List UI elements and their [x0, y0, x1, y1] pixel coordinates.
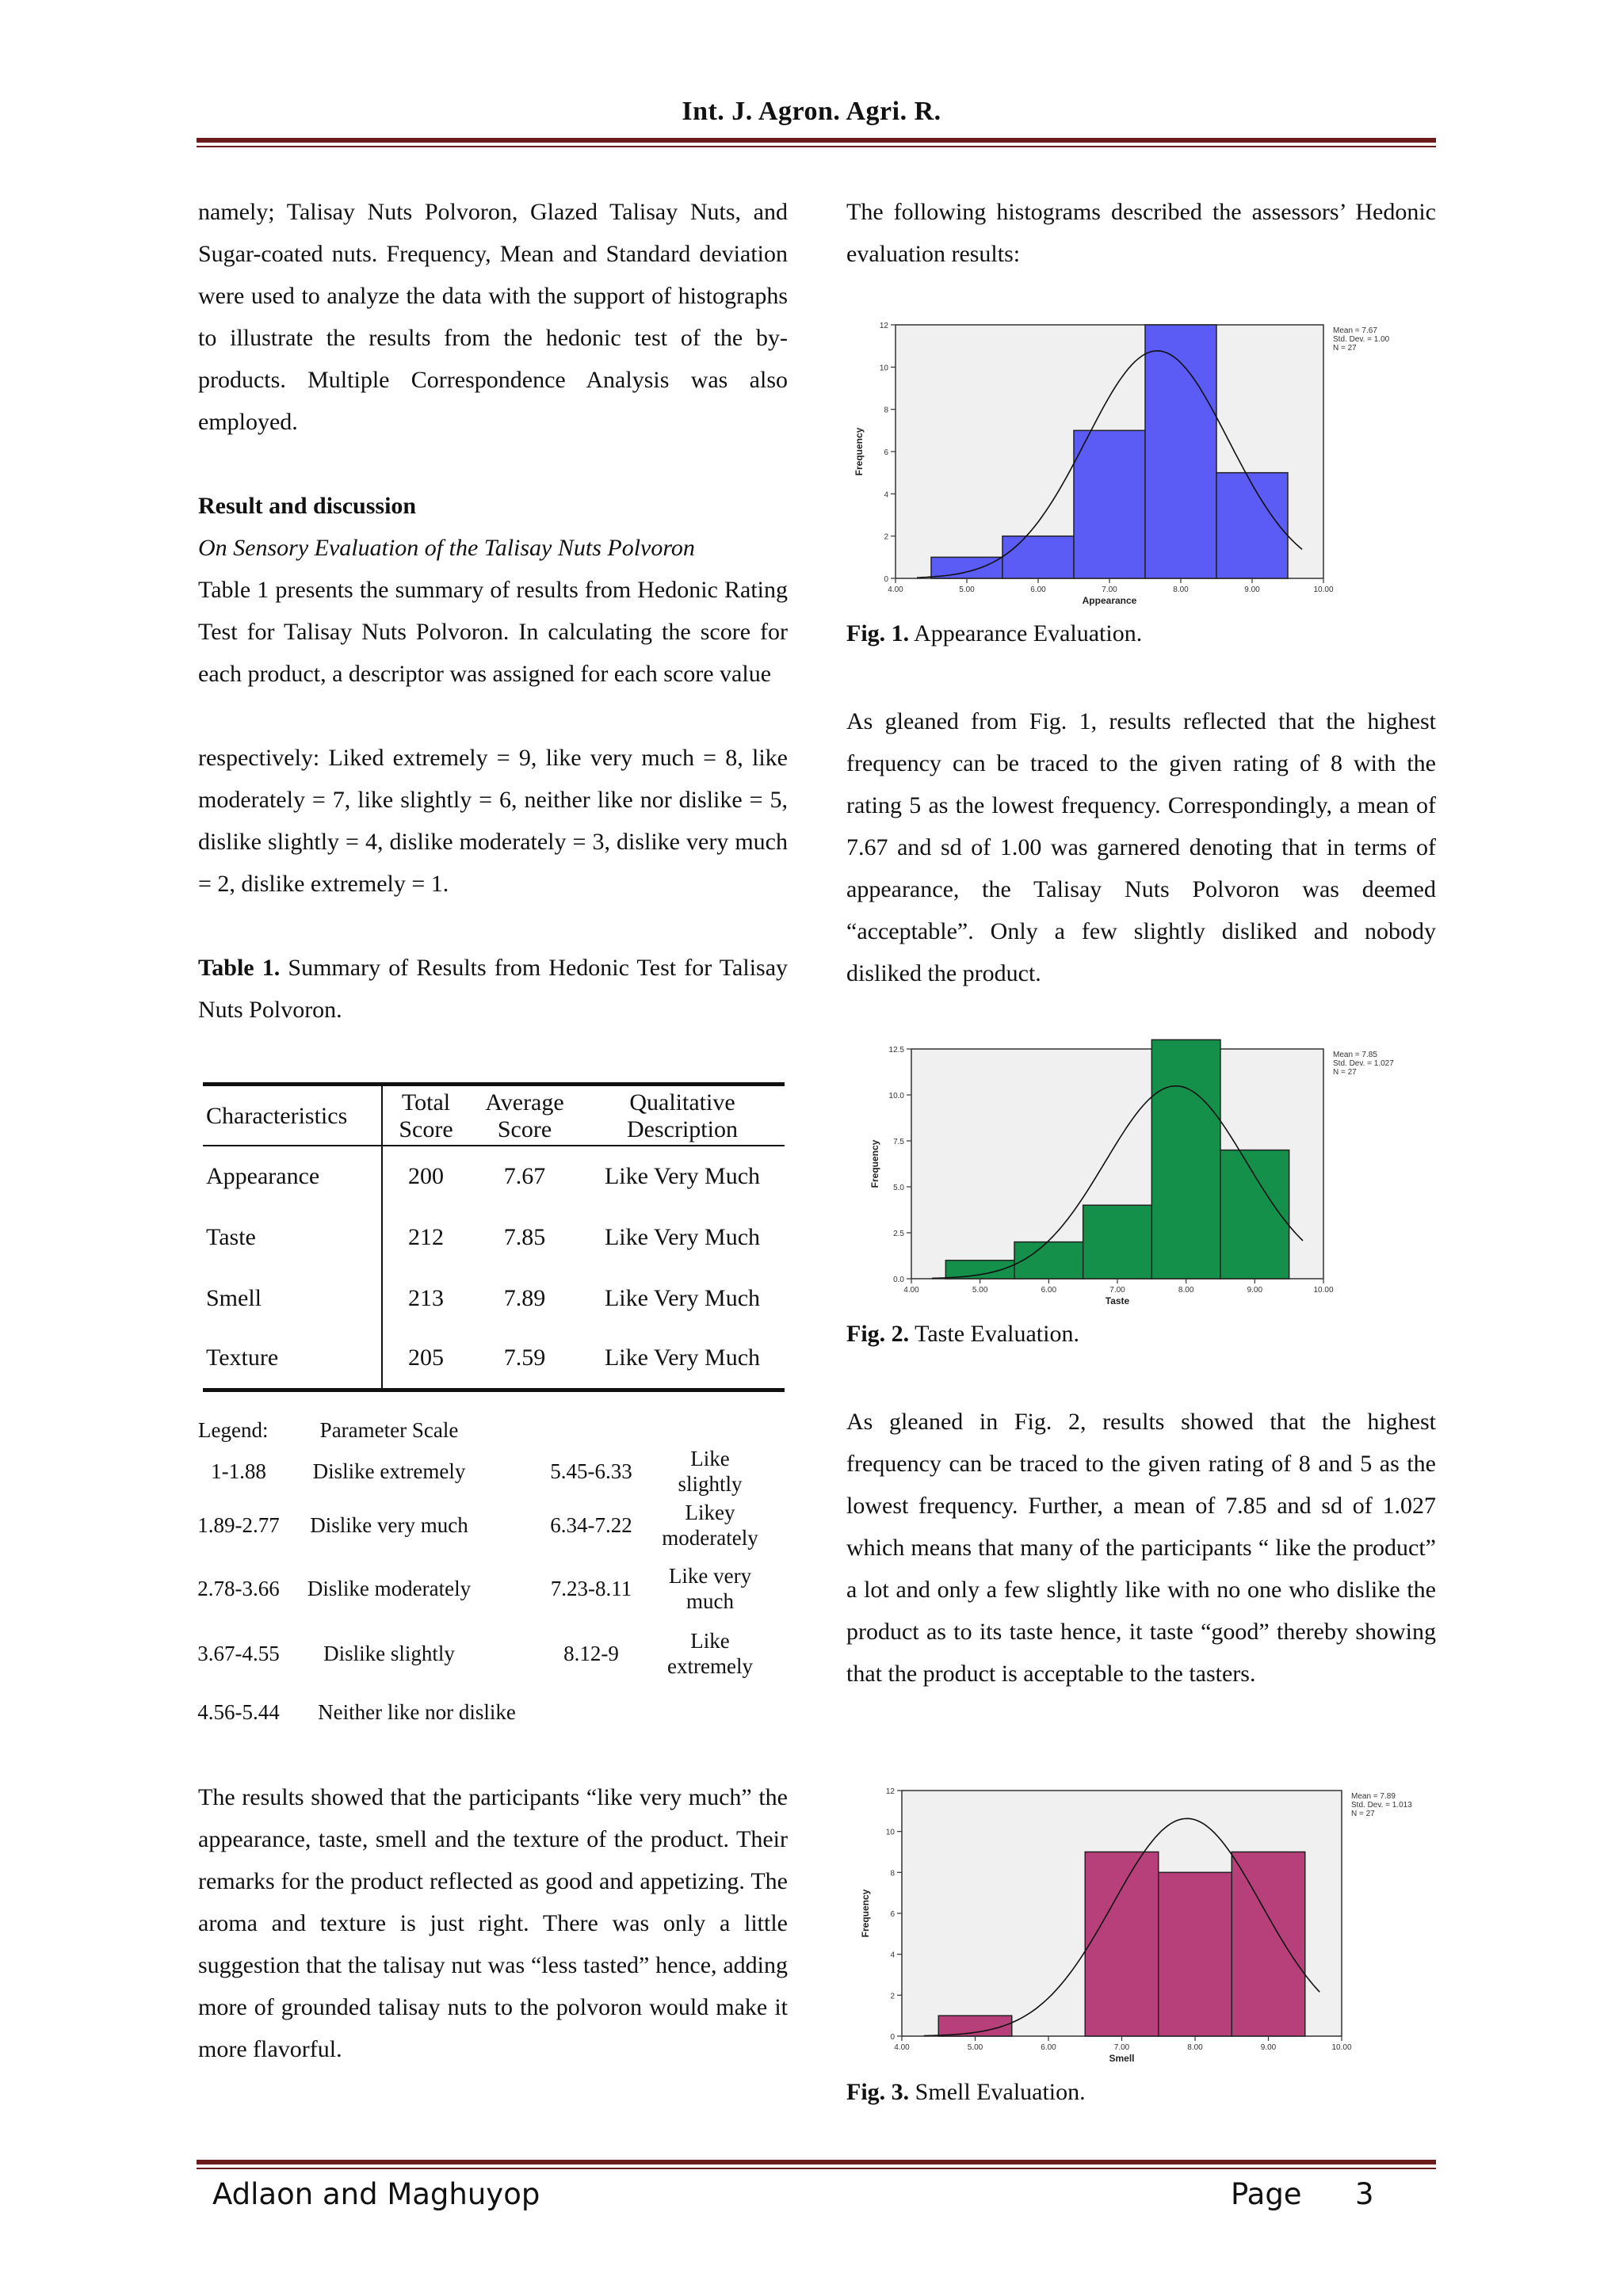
- x-tick-label: 4.00: [903, 1286, 919, 1295]
- table-row: [203, 1268, 785, 1329]
- paragraph-table-intro: Table 1 presents the summary of results from Hedonic Rating Test for Talisay Nuts Polvoron. In calculating the score for each product, a descriptor was assigned for each score value: [198, 577, 788, 687]
- cell-average: 7.89: [503, 1284, 546, 1311]
- histogram-intro: The following histograms described the assessors’ Hedonic evaluation results:: [846, 199, 1436, 267]
- stats-text: Std. Dev. = 1.027: [1333, 1059, 1394, 1068]
- header-average: Average Score: [469, 1085, 580, 1146]
- cell-total: 213: [408, 1284, 444, 1311]
- x-tick-label: 8.00: [1178, 1286, 1194, 1295]
- cell-total: 212: [408, 1223, 444, 1250]
- section-heading: Result and discussion: [198, 493, 417, 519]
- y-tick-label: 10: [879, 364, 888, 373]
- y-axis-label: Frequency: [854, 427, 865, 476]
- x-tick-label: 6.00: [1030, 585, 1046, 594]
- footer-page-number: 3: [1355, 2177, 1374, 2211]
- paragraph-descriptors: respectively: Liked extremely = 9, like very much = 8, like moderately = 7, like slightly = 6, neither like nor dislike = 5, dislike slightly = 4, dislike moderately = 3, dislike very much = 2, dislike extremely = 1.: [198, 745, 788, 897]
- footer-page-label: Page: [1231, 2177, 1302, 2211]
- x-tick-label: 10.00: [1331, 2043, 1352, 2052]
- conclusion-block: [198, 1776, 788, 2070]
- left-column: [198, 191, 788, 1031]
- table-caption-label: Table 1.: [198, 955, 281, 981]
- cell-average: 7.67: [503, 1163, 546, 1189]
- y-tick-label: 12: [885, 1787, 895, 1796]
- y-tick-label: 4: [884, 490, 888, 500]
- fig1-discussion: [846, 700, 1436, 994]
- histogram-bar: [1220, 1150, 1289, 1279]
- x-tick-label: 5.00: [967, 2043, 983, 2052]
- histogram-bar: [1083, 1205, 1152, 1279]
- y-tick-label: 2.5: [893, 1230, 904, 1238]
- x-tick-label: 7.00: [1102, 585, 1117, 594]
- cell-characteristic: Appearance: [203, 1146, 382, 1207]
- cell-description: Like Very Much: [580, 1329, 785, 1390]
- legend-scale-title: Parameter Scale: [319, 1418, 459, 1442]
- x-tick-label: 4.00: [894, 2043, 910, 2052]
- x-tick-label: 7.00: [1109, 1286, 1125, 1295]
- fig3-caption: Fig. 3. Smell Evaluation.: [846, 2079, 1086, 2105]
- header-rule-thin: [197, 146, 1436, 147]
- footer-authors: Adlaon and Maghuyop: [212, 2177, 540, 2211]
- histogram-bar: [1232, 1852, 1305, 2037]
- results-table: [203, 1082, 785, 1392]
- y-tick-label: 10.0: [888, 1092, 904, 1100]
- table-caption: [198, 947, 788, 1031]
- y-tick-label: 6: [884, 448, 888, 457]
- subheading: On Sensory Evaluation of the Talisay Nuts Polvoron: [198, 535, 695, 561]
- journal-header: Int. J. Agron. Agri. R.: [682, 97, 941, 126]
- y-tick-label: 2: [884, 532, 888, 542]
- fig2-paragraph: As gleaned in Fig. 2, results showed that the highest frequency can be traced to the given rating of 8 and 5 as the lowest frequency. Further, a mean of 7.85 and sd of 1.027 which means that many of the participants “ like the product” a lot and only a few slightly like with no one who dislike the product as to its taste hence, it taste “good” thereby showing that the product is acceptable to the tasters.: [846, 1409, 1436, 1687]
- histogram-bar: [1074, 430, 1145, 578]
- stats-text: N = 27: [1333, 344, 1357, 353]
- header-qualitative: Qualitative Description: [580, 1085, 785, 1146]
- appearance-histogram: [845, 314, 1447, 612]
- y-axis-label: Frequency: [869, 1139, 880, 1188]
- histogram-bar: [938, 2016, 1012, 2036]
- fig1-caption: Fig. 1. Appearance Evaluation.: [846, 620, 1143, 646]
- y-tick-label: 2: [890, 1992, 895, 2001]
- stats-text: N = 27: [1351, 1810, 1375, 1818]
- header-characteristics: Characteristics: [203, 1085, 382, 1146]
- x-tick-label: 6.00: [1041, 1286, 1057, 1295]
- conclusion-paragraph: The results showed that the participants “like very much” the appearance, taste, smell and the texture of the product. Their remarks for the product reflected as good and appetizing. The aroma and texture is just right. There was only a little suggestion that the talisay nut was “less tasted” hence, adding more of grounded talisay nuts to the polvoron would make it more flavorful.: [198, 1784, 788, 2062]
- y-tick-label: 0.0: [893, 1276, 904, 1284]
- stats-text: Std. Dev. = 1.013: [1351, 1801, 1412, 1810]
- y-tick-label: 8: [890, 1869, 895, 1878]
- cell-average: 7.59: [469, 1329, 580, 1390]
- cell-description: Like Very Much: [604, 1163, 761, 1189]
- histogram-bar: [1014, 1242, 1083, 1279]
- table-row: [203, 1146, 785, 1207]
- x-axis-label: Smell: [1109, 2053, 1135, 2064]
- table-caption-text: Summary of Results from Hedonic Test for Talisay Nuts Polvoron.: [198, 955, 789, 1023]
- fig2-discussion: [846, 1401, 1436, 1695]
- histogram-bar: [1085, 1852, 1159, 2037]
- legend-title: Legend:: [198, 1418, 269, 1442]
- y-axis-label: Frequency: [860, 1889, 871, 1938]
- y-tick-label: 4: [890, 1951, 895, 1960]
- histogram-bar: [1216, 473, 1288, 578]
- cell-description: Like Very Much: [604, 1284, 761, 1311]
- taste-histogram: [845, 1036, 1447, 1310]
- cell-description: Like Very Much: [604, 1223, 761, 1250]
- cell-total: 205: [382, 1329, 469, 1390]
- header-rule-thick: [197, 138, 1436, 143]
- y-tick-label: 0: [890, 2033, 895, 2042]
- y-tick-label: 0: [884, 575, 888, 584]
- cell-characteristic: Taste: [203, 1207, 382, 1268]
- fig2-caption: Fig. 2. Taste Evaluation.: [846, 1321, 1079, 1347]
- histogram-bar: [1151, 1039, 1220, 1279]
- x-tick-label: 7.00: [1113, 2043, 1130, 2052]
- histogram-bar: [931, 557, 1002, 578]
- table-row: [203, 1207, 785, 1268]
- histogram-bar: [945, 1261, 1014, 1279]
- x-tick-label: 8.00: [1187, 2043, 1203, 2052]
- table-row: [203, 1329, 785, 1390]
- y-tick-label: 12: [879, 322, 888, 330]
- y-tick-label: 10: [885, 1828, 895, 1837]
- x-axis-label: Taste: [1105, 1295, 1130, 1306]
- x-axis-label: Appearance: [1082, 595, 1137, 606]
- x-tick-label: 9.00: [1260, 2043, 1277, 2052]
- stats-text: Mean = 7.89: [1351, 1792, 1396, 1801]
- header-total: Total Score: [382, 1085, 469, 1146]
- right-intro-block: [846, 191, 1436, 275]
- x-tick-label: 10.00: [1313, 585, 1334, 594]
- x-tick-label: 9.00: [1247, 1286, 1263, 1295]
- cell-average: 7.85: [503, 1223, 546, 1250]
- fig1-paragraph: As gleaned from Fig. 1, results reflected that the highest frequency can be traced to the given rating of 8 with the rating 5 as the lowest frequency. Correspondingly, a mean of 7.67 and sd of 1.00 was garnered denoting that in terms of appearance, the Talisay Nuts Polvoron was deemed “acceptable”. Only a few slightly disliked and nobody disliked the product.: [846, 708, 1436, 986]
- y-tick-label: 5.0: [893, 1184, 904, 1192]
- cell-total: 200: [408, 1163, 444, 1189]
- x-tick-label: 8.00: [1173, 585, 1189, 594]
- cell-characteristic: Texture: [203, 1329, 382, 1390]
- y-tick-label: 12.5: [888, 1046, 904, 1055]
- cell-characteristic: Smell: [203, 1268, 382, 1329]
- stats-text: Std. Dev. = 1.00: [1333, 335, 1390, 344]
- x-tick-label: 6.00: [1041, 2043, 1056, 2052]
- histogram-bar: [1159, 1872, 1232, 2036]
- footer-rule-thin: [197, 2168, 1436, 2169]
- x-tick-label: 4.00: [888, 585, 903, 594]
- intro-paragraph: namely; Talisay Nuts Polvoron, Glazed Talisay Nuts, and Sugar-coated nuts. Frequency, Mean and Standard deviation were used to analyze the data with the support of histographs to illustrate the results from the hedonic test of the by-products. Multiple Correspondence Analysis was also employed.: [198, 199, 788, 435]
- smell-histogram: [845, 1776, 1447, 2068]
- stats-text: Mean = 7.85: [1333, 1051, 1377, 1059]
- x-tick-label: 10.00: [1313, 1286, 1334, 1295]
- x-tick-label: 5.00: [972, 1286, 988, 1295]
- footer-rule-thick: [197, 2160, 1436, 2164]
- y-tick-label: 8: [884, 406, 888, 415]
- stats-text: N = 27: [1333, 1068, 1357, 1077]
- histogram-bar: [1002, 536, 1074, 578]
- stats-text: Mean = 7.67: [1333, 326, 1377, 335]
- results-table-wrapper: [203, 1082, 785, 1392]
- y-tick-label: 7.5: [893, 1138, 904, 1146]
- x-tick-label: 9.00: [1244, 585, 1260, 594]
- x-tick-label: 5.00: [959, 585, 975, 594]
- y-tick-label: 6: [890, 1910, 895, 1919]
